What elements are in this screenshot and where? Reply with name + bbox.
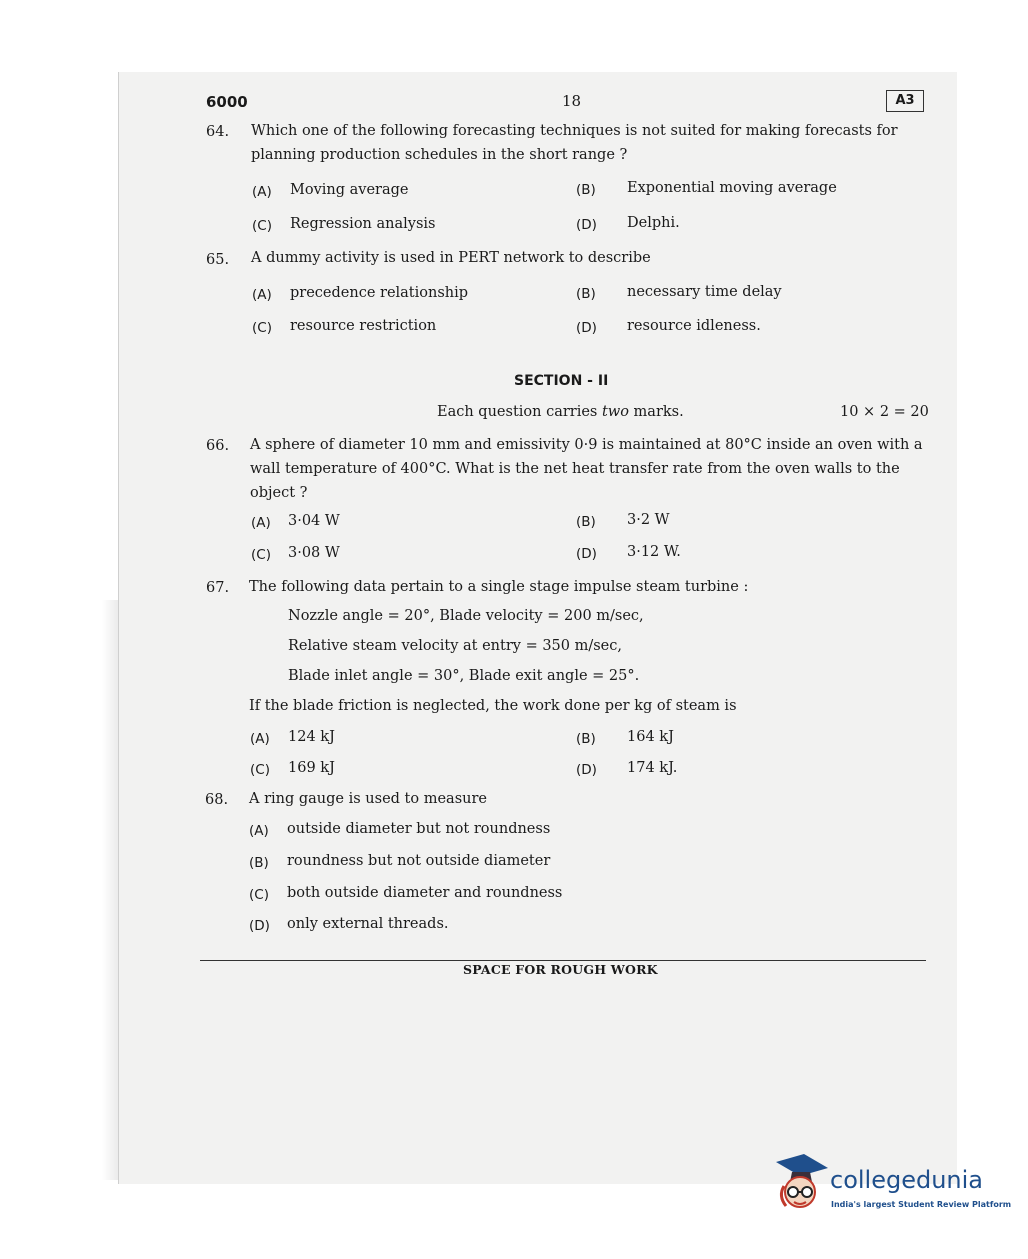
option-letter: (A) <box>251 515 271 531</box>
option-text: Regression analysis <box>290 216 436 232</box>
question-text: Which one of the following forecasting techniques is not suited for making forecasts for planning production schedules in the short range ? <box>251 123 898 163</box>
option-text: Moving average <box>290 182 409 198</box>
option-text: outside diameter but not roundness <box>287 821 551 837</box>
question-number: 65. <box>206 252 230 268</box>
option-letter: (C) <box>250 762 270 778</box>
option-text: 3·08 W <box>288 545 340 561</box>
page-edge-shadow <box>102 600 118 1180</box>
option-letter: (A) <box>252 184 272 200</box>
option-letter: (B) <box>249 855 269 871</box>
page-number: 18 <box>562 92 582 110</box>
option-letter: (B) <box>576 286 596 302</box>
graduate-mascot-icon <box>770 1152 830 1216</box>
data-line: Blade inlet angle = 30°, Blade exit angle = 25°. <box>288 668 640 684</box>
section-note-suffix: marks. <box>628 404 684 420</box>
option-text: precedence relationship <box>290 285 469 301</box>
option-letter: (D) <box>576 546 597 562</box>
option-letter: (A) <box>252 287 272 303</box>
section-note-prefix: Each question carries <box>437 404 602 420</box>
watermark-brand: collegedunia <box>830 1166 984 1194</box>
question-number: 64. <box>206 124 230 140</box>
option-text: both outside diameter and roundness <box>287 885 563 901</box>
option-letter: (C) <box>252 218 272 234</box>
section-title: SECTION - II <box>514 373 609 389</box>
section-instructions <box>437 404 684 420</box>
option-text: Delphi. <box>627 215 680 231</box>
option-letter: (C) <box>249 887 269 903</box>
section-note-emphasis: two <box>601 404 629 420</box>
option-text: Exponential moving average <box>627 180 837 196</box>
option-text: only external threads. <box>287 916 449 932</box>
question-text: The following data pertain to a single stage impulse steam turbine : <box>249 579 749 595</box>
option-letter: (B) <box>576 514 596 530</box>
option-letter: (B) <box>576 182 596 198</box>
option-letter: (C) <box>252 320 272 336</box>
section-marks: 10 × 2 = 20 <box>840 404 929 420</box>
option-letter: (D) <box>576 320 597 336</box>
option-letter: (A) <box>250 731 270 747</box>
option-text: 3·12 W. <box>627 544 681 560</box>
option-letter: (C) <box>251 547 271 563</box>
question-number: 67. <box>206 580 230 596</box>
rough-work-divider <box>200 960 926 961</box>
option-letter: (A) <box>249 823 269 839</box>
exam-page <box>118 72 957 1184</box>
option-letter: (D) <box>249 918 270 934</box>
option-text: resource restriction <box>290 318 437 334</box>
booklet-code: 6000 <box>206 93 248 111</box>
watermark-tagline: India's largest Student Review Platform <box>831 1200 1012 1209</box>
option-text: resource idleness. <box>627 318 761 334</box>
option-text: 164 kJ <box>627 729 674 745</box>
question-number: 68. <box>205 792 229 808</box>
option-text: roundness but not outside diameter <box>287 853 551 869</box>
option-text: necessary time delay <box>627 284 782 300</box>
option-letter: (D) <box>576 762 597 778</box>
option-letter: (D) <box>576 217 597 233</box>
rough-work-label: SPACE FOR ROUGH WORK <box>463 962 658 977</box>
option-text: 124 kJ <box>288 729 335 745</box>
option-text: 174 kJ. <box>627 760 678 776</box>
question-text: A dummy activity is used in PERT network to describe <box>251 250 651 266</box>
question-followup: If the blade friction is neglected, the work done per kg of steam is <box>249 698 737 714</box>
option-text: 169 kJ <box>288 760 335 776</box>
question-number: 66. <box>206 438 230 454</box>
data-line: Relative steam velocity at entry = 350 m/sec, <box>288 638 622 654</box>
option-letter: (B) <box>576 731 596 747</box>
set-code-box: A3 <box>886 90 924 112</box>
question-text: A sphere of diameter 10 mm and emissivity 0·9 is maintained at 80°C inside an oven with a wall temperature of 400°C. What is the net heat transfer rate from the oven walls to the object ? <box>250 437 923 501</box>
option-text: 3·2 W <box>627 512 670 528</box>
option-text: 3·04 W <box>288 513 340 529</box>
data-line: Nozzle angle = 20°, Blade velocity = 200 m/sec, <box>288 608 644 624</box>
question-text: A ring gauge is used to measure <box>249 791 487 807</box>
